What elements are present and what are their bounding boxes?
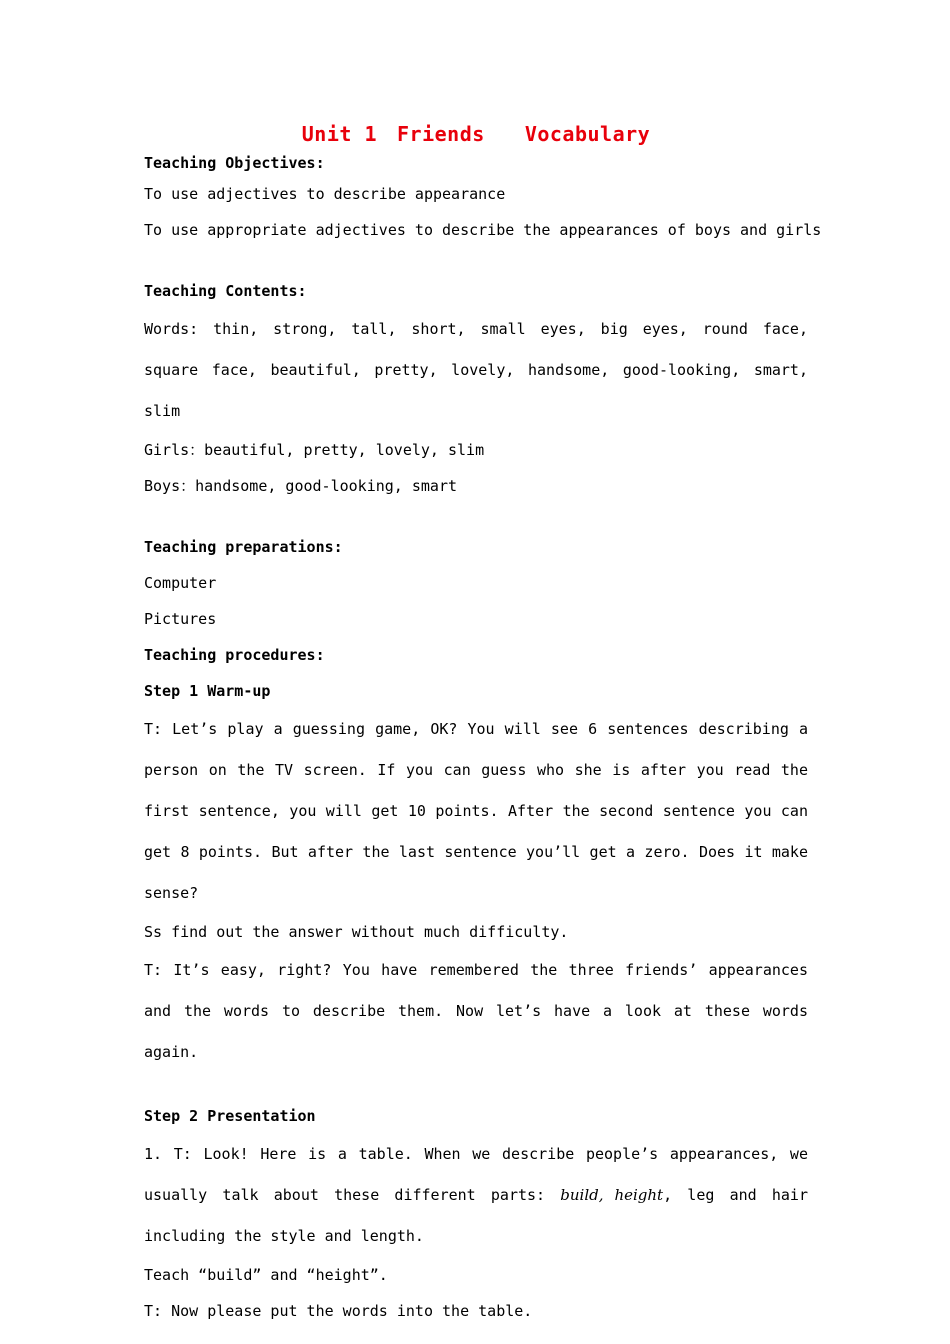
- step1-teacher-2: T: It’s easy, right? You have remembered the three friends’ appearances and the words to describe them. Now let’s have a look at these words again.: [144, 961, 808, 1061]
- term-build: build: [560, 1186, 599, 1204]
- contents-girls: Girls：beautiful, pretty, lovely, slim: [144, 441, 485, 459]
- procedures-heading: Teaching procedures:: [144, 646, 325, 664]
- preparation-item: Pictures: [144, 610, 217, 628]
- contents-boys: Boys：handsome, good-looking, smart: [144, 477, 458, 495]
- objectives-heading: Teaching Objectives:: [144, 154, 325, 172]
- step2-paragraph-1: 1. T: Look! Here is a table. When we describe people’s appearances, we usually talk about these different parts: build, height, leg and hair including the style and length.: [144, 1145, 808, 1245]
- step1-heading: Step 1 Warm-up: [144, 682, 271, 700]
- step2-heading: Step 2 Presentation: [144, 1107, 316, 1125]
- preparation-item: Computer: [144, 574, 217, 592]
- term-height: height: [614, 1186, 664, 1204]
- step2-teach: Teach “build” and “height”.: [144, 1266, 388, 1284]
- step2-teacher-now: T: Now please put the words into the table.: [144, 1302, 533, 1320]
- preparations-heading: Teaching preparations:: [144, 538, 343, 556]
- document-page: [144, 122, 822, 1329]
- step1-students: Ss find out the answer without much difficulty.: [144, 923, 569, 941]
- step1-teacher-1: T: Let’s play a guessing game, OK? You will see 6 sentences describing a person on the TV screen. If you can guess who she is after you read the first sentence, you will get 10 points. After the second sentence you can get 8 points. But after the last sentence you’ll get a zero. Does it make sense?: [144, 720, 808, 902]
- contents-heading: Teaching Contents:: [144, 282, 307, 300]
- document-title: Unit 1 Friends Vocabulary: [301, 122, 651, 146]
- objective-line: To use adjectives to describe appearance: [144, 185, 506, 203]
- objective-line: To use appropriate adjectives to describe the appearances of boys and girls: [144, 221, 822, 239]
- contents-words: Words: thin, strong, tall, short, small eyes, big eyes, round face, square face, beautiful, pretty, lovely, handsome, good-looking, smart, slim: [144, 320, 808, 420]
